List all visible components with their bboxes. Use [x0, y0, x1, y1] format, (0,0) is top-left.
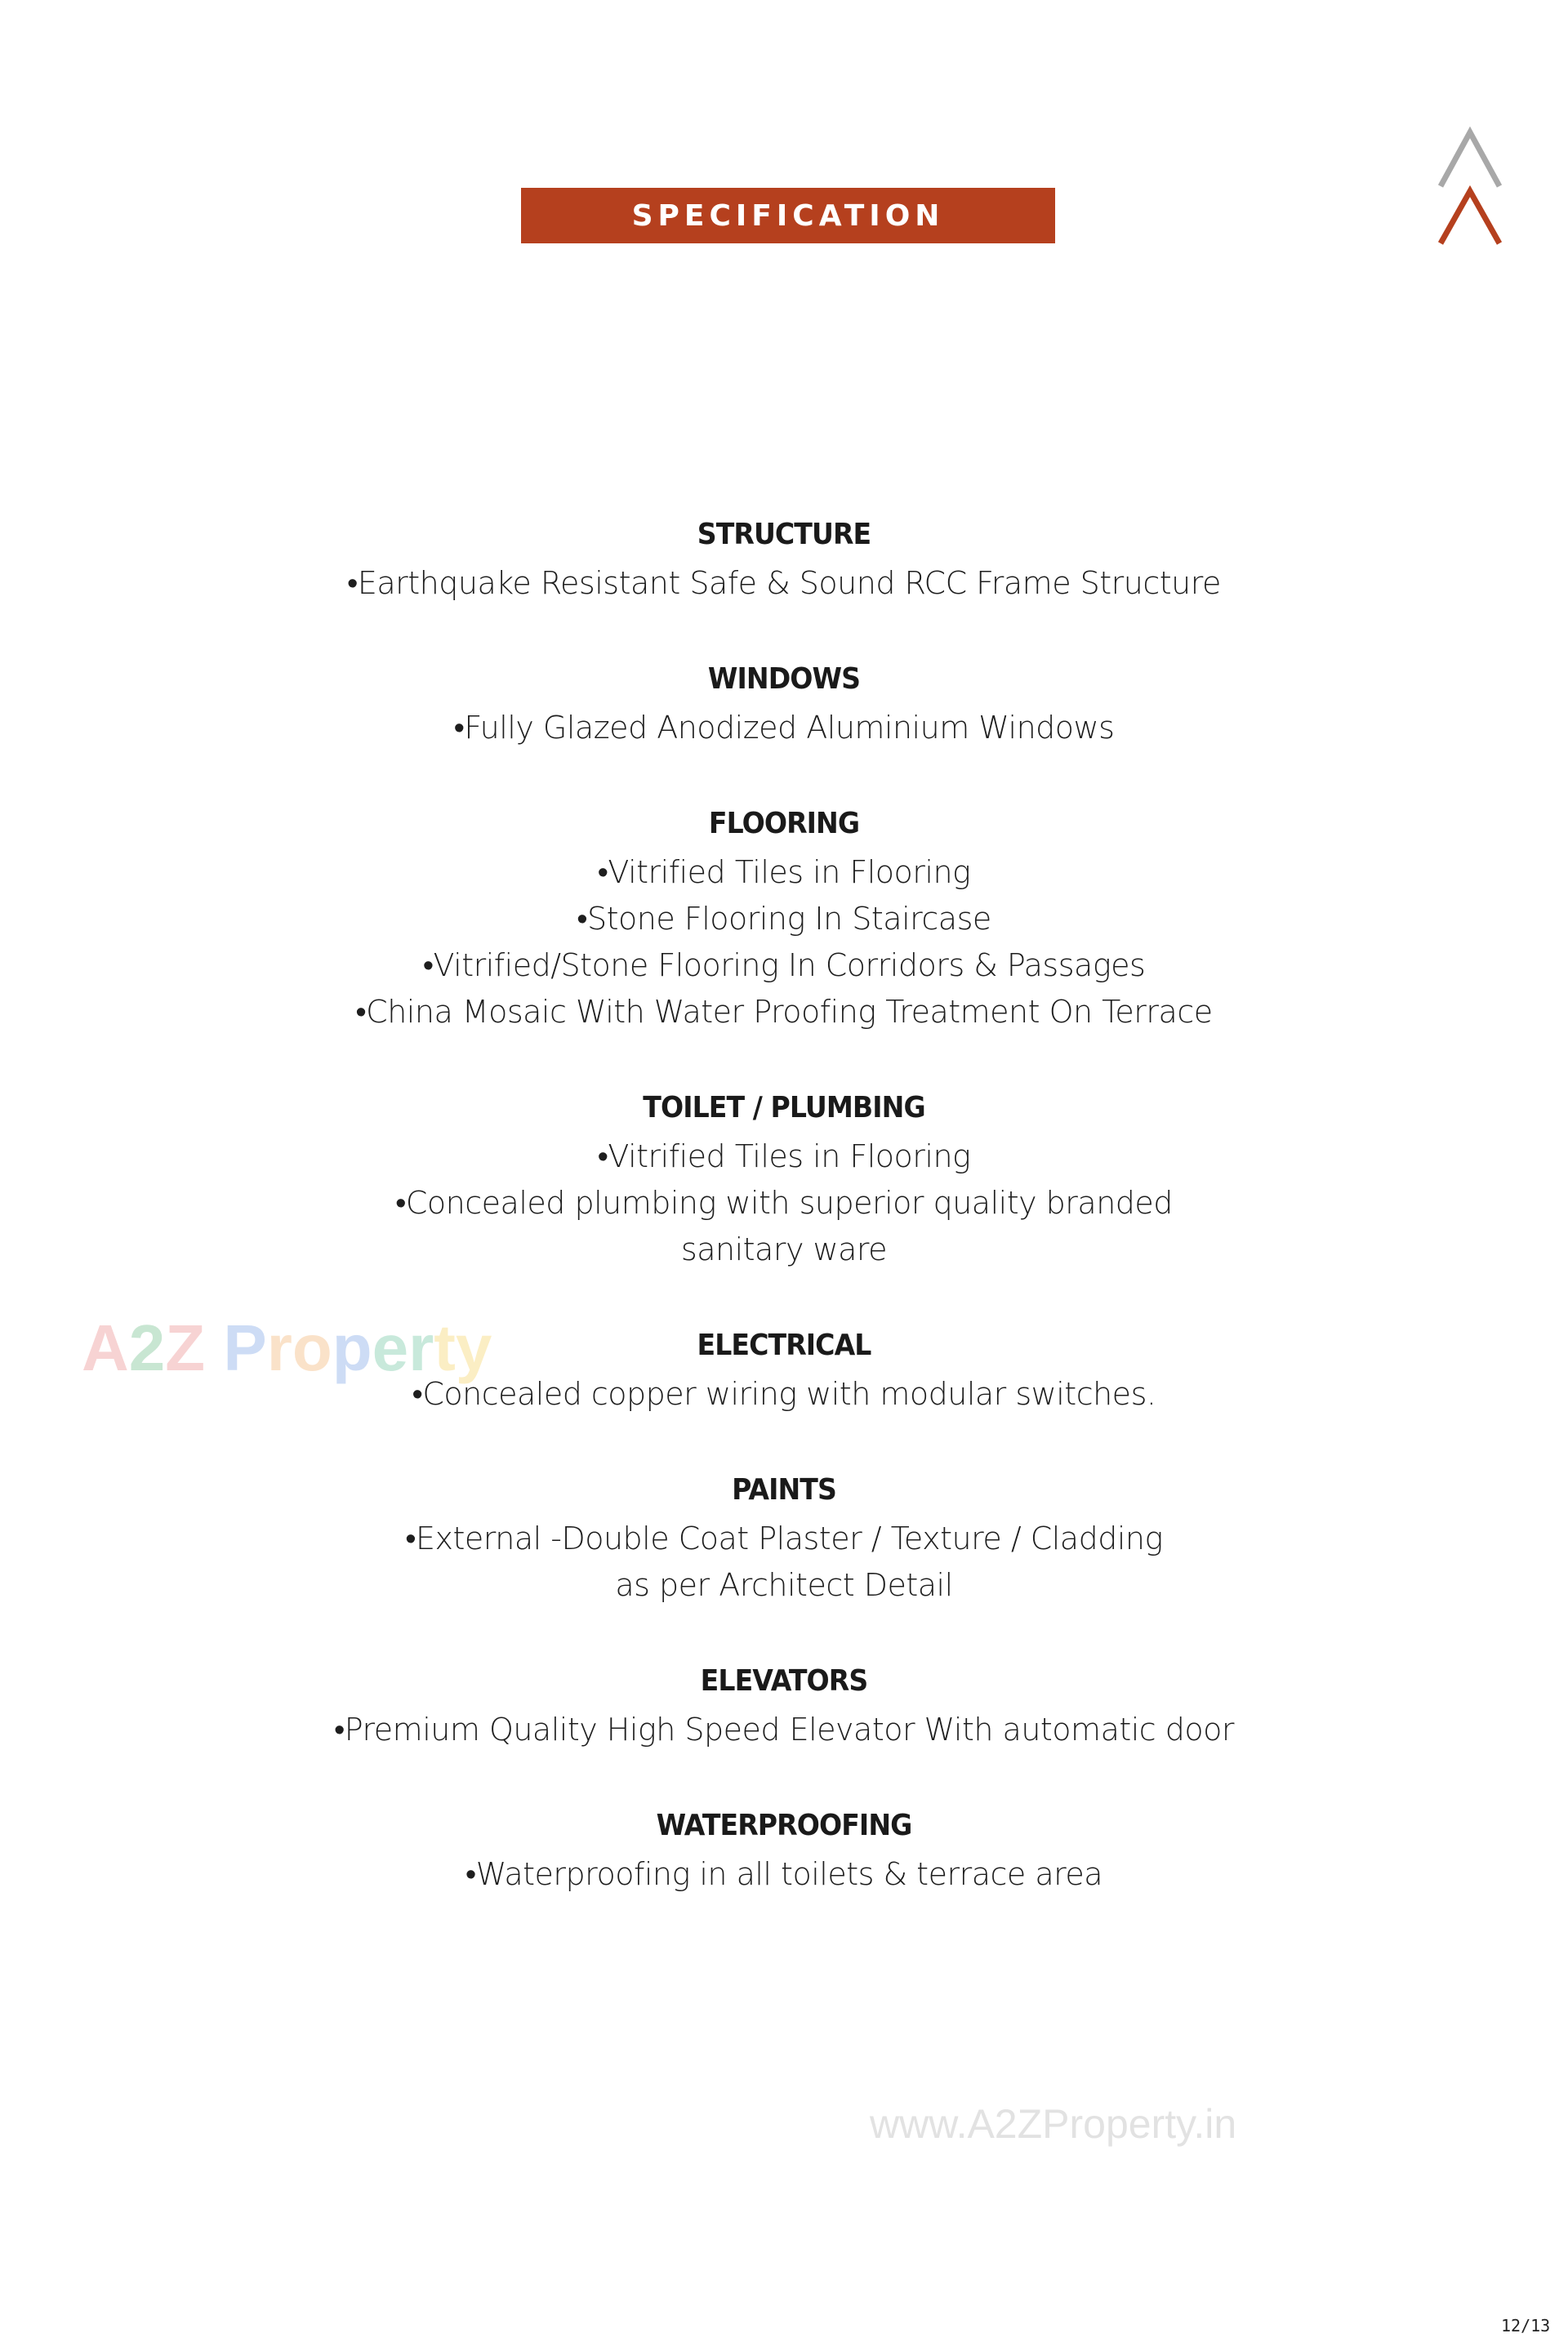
section-waterproofing: [0, 1801, 1568, 1898]
section-item: •Vitrified Tiles in Flooring: [597, 854, 971, 890]
watermark-letter: 2: [128, 1311, 166, 1384]
section-heading: PAINTS: [732, 1473, 836, 1507]
watermark-letter: P: [205, 1311, 267, 1384]
section-structure: [0, 510, 1568, 607]
watermark-letter: p: [332, 1311, 372, 1384]
section-item: •Vitrified/Stone Flooring In Corridors & Passages: [422, 947, 1146, 983]
page-number: 12/13: [1501, 2316, 1551, 2335]
section-item: •Premium Quality High Speed Elevator With automatic door: [333, 1712, 1235, 1748]
title-banner: [521, 188, 1055, 243]
specification-list: [0, 510, 1568, 1945]
section-toilet-plumbing: [0, 1083, 1568, 1273]
section-item: •Stone Flooring In Staircase: [577, 901, 991, 937]
watermark-letter: A: [82, 1311, 129, 1384]
section-heading: WINDOWS: [707, 662, 861, 696]
page-title: SPECIFICATION: [631, 198, 945, 233]
section-heading: TOILET / PLUMBING: [643, 1091, 925, 1124]
section-heading: FLOORING: [708, 807, 860, 840]
section-heading: STRUCTURE: [697, 518, 871, 551]
watermark-letter: er: [372, 1311, 434, 1384]
section-flooring: [0, 799, 1568, 1035]
section-item: sanitary ware: [680, 1231, 888, 1267]
section-paints: [0, 1465, 1568, 1609]
section-item: •Concealed copper wiring with modular switches.: [412, 1376, 1156, 1412]
watermark-url: www.A2ZProperty.in: [870, 2101, 1237, 2147]
section-item: •China Mosaic With Water Proofing Treatment On Terrace: [355, 994, 1213, 1030]
watermark-letter: ty: [434, 1311, 492, 1384]
section-item: •Fully Glazed Anodized Aluminium Windows: [453, 710, 1115, 746]
watermark-letter: Z: [165, 1311, 206, 1384]
section-item: as per Architect Detail: [615, 1567, 953, 1603]
section-windows: [0, 654, 1568, 751]
section-item: •Earthquake Resistant Safe & Sound RCC Frame Structure: [347, 565, 1221, 601]
section-item: •Vitrified Tiles in Flooring: [597, 1138, 971, 1174]
watermark-letter: ro: [266, 1311, 332, 1384]
a2z-property-watermark-logo: [82, 1311, 492, 1386]
section-elevators: [0, 1656, 1568, 1753]
section-item: •Waterproofing in all toilets & terrace area: [465, 1856, 1103, 1892]
double-chevron-up-logo-icon: [1437, 122, 1503, 245]
section-item: •Concealed plumbing with superior quality branded: [395, 1185, 1173, 1221]
section-heading: ELEVATORS: [700, 1664, 868, 1698]
section-heading: WATERPROOFING: [656, 1809, 912, 1842]
section-heading: ELECTRICAL: [697, 1329, 871, 1362]
section-item: •External -Double Coat Plaster / Texture / Cladding: [405, 1521, 1163, 1556]
